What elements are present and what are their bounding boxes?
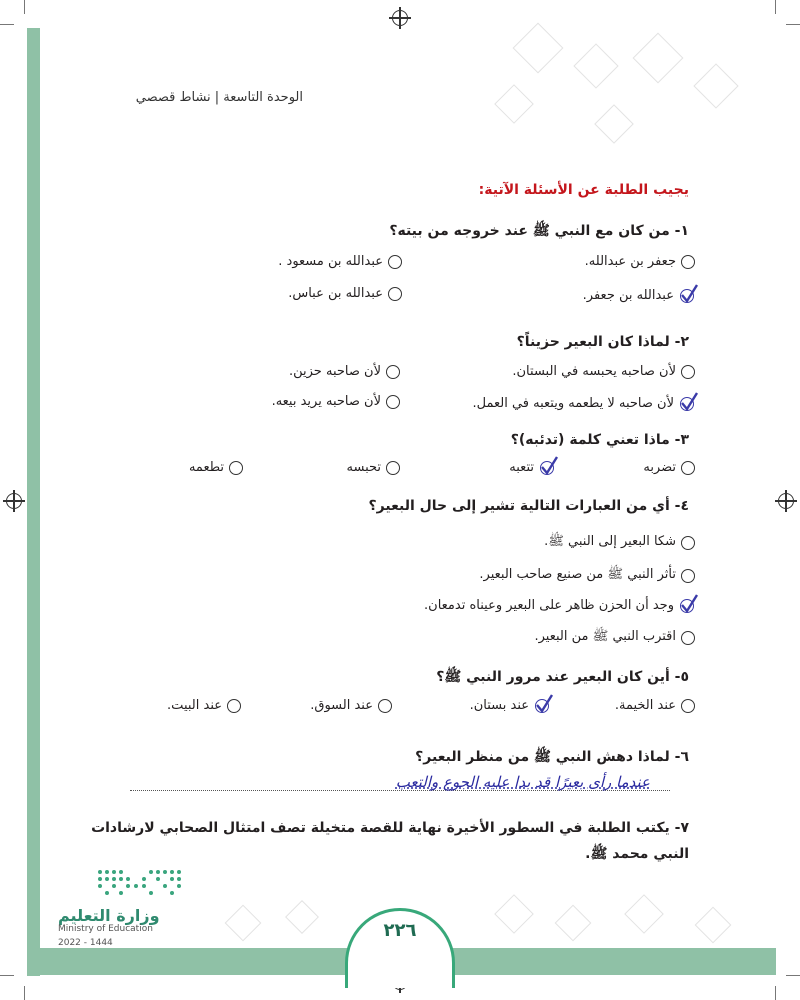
option-label: تحبسه: [346, 460, 381, 475]
q3-option-4[interactable]: [189, 460, 243, 475]
decorative-square: [555, 905, 592, 942]
option-label: تأثر النبي ﷺ من صنيع صاحب البعير.: [479, 567, 676, 582]
q1-option-3[interactable]: [583, 286, 697, 304]
q1-option-2[interactable]: [278, 254, 402, 269]
circle-option-icon: [227, 699, 241, 713]
ministry-logo-icon: [96, 868, 186, 898]
decorative-square: [633, 33, 684, 84]
option-label: لأن صاحبه حزين.: [288, 364, 381, 379]
crop-mark: [775, 986, 776, 1000]
question-7: ٧- يكتب الطلبة في السطور الأخيرة نهاية للقصة متخيلة تصف امتثال الصحابي لارشادات النبي محمد ﷺ.: [91, 820, 689, 862]
option-label: وجد أن الحزن ظاهر على البعير وعيناه تدمعان.: [424, 597, 674, 613]
crop-mark: [24, 0, 25, 14]
option-label: عبدالله بن عباس.: [288, 286, 383, 301]
left-green-bar: [27, 28, 40, 976]
option-label: عبدالله بن مسعود .: [278, 254, 383, 269]
circle-option-icon: [681, 255, 695, 269]
handwritten-answer: عندما رأى بعيرًا قد بدا عليه الجوع والتعب: [395, 773, 650, 791]
check-mark-icon: [534, 696, 552, 714]
circle-option-icon: [681, 569, 695, 583]
circle-option-icon: [681, 536, 695, 550]
q3-option-1[interactable]: [643, 460, 695, 475]
option-label: لأن صاحبه لا يطعمه ويتعبه في العمل.: [472, 395, 674, 411]
circle-option-icon: [681, 699, 695, 713]
crop-mark: [775, 0, 776, 14]
decorative-square: [494, 84, 534, 124]
circle-option-icon: [388, 287, 402, 301]
q1-option-1[interactable]: [585, 254, 695, 269]
option-label: لأن صاحبه يريد بيعه.: [271, 394, 381, 409]
circle-option-icon: [386, 461, 400, 475]
q5-option-1[interactable]: [615, 698, 695, 713]
check-mark-icon: [679, 286, 697, 304]
circle-option-icon: [378, 699, 392, 713]
check-mark-icon: [539, 458, 557, 476]
question-4: ٤- أي من العبارات التالية تشير إلى حال البعير؟: [368, 498, 689, 514]
q5-option-4[interactable]: [167, 698, 241, 713]
crop-mark: [24, 986, 25, 1000]
question-3: ٣- ماذا تعني كلمة (تدئبه)؟: [510, 432, 689, 448]
decorative-square: [494, 894, 534, 934]
q5-option-3[interactable]: [310, 698, 392, 713]
option-label: تتعبه: [509, 459, 534, 475]
q4-option-2[interactable]: [479, 566, 695, 585]
crop-mark: [786, 24, 800, 25]
unit-header: الوحدة التاسعة | نشاط قصصي: [135, 90, 303, 105]
decorative-square: [624, 894, 664, 934]
decorative-square: [594, 104, 634, 144]
check-mark-icon: [679, 394, 697, 412]
registration-mark-icon: [778, 493, 794, 509]
registration-mark-icon: [392, 10, 408, 26]
option-label: اقترب النبي ﷺ من البعير.: [534, 629, 676, 644]
q4-option-4[interactable]: [534, 628, 695, 647]
decorative-square: [573, 43, 618, 88]
option-label: لأن صاحبه يحبسه في البستان.: [512, 364, 676, 379]
circle-option-icon: [388, 255, 402, 269]
crop-mark: [0, 975, 14, 976]
option-label: شكا البعير إلى النبي ﷺ.: [544, 534, 676, 549]
decorative-square: [225, 905, 262, 942]
q3-option-3[interactable]: [347, 460, 401, 475]
question-1: ١- من كان مع النبي ﷺ عند خروجه من بيته؟: [389, 223, 689, 239]
registration-mark-icon: [6, 493, 22, 509]
q2-option-3[interactable]: [472, 394, 697, 412]
option-label: عند السوق.: [310, 698, 373, 713]
circle-option-icon: [681, 365, 695, 379]
option-label: تطعمه: [188, 460, 224, 475]
circle-option-icon: [229, 461, 243, 475]
crop-mark: [0, 24, 14, 25]
option-label: جعفر بن عبدالله.: [584, 254, 676, 269]
q1-option-4[interactable]: [288, 286, 402, 301]
ministry-year: 2022 - 1444: [58, 938, 113, 948]
decorative-square: [695, 907, 732, 944]
q3-option-2[interactable]: [509, 458, 557, 476]
option-label: عند البيت.: [167, 698, 222, 713]
option-label: عبدالله بن جعفر.: [582, 287, 674, 303]
crop-mark: [786, 975, 800, 976]
ministry-name-en: Ministry of Education: [58, 924, 153, 934]
question-2: ٢- لماذا كان البعير حزيناً؟: [516, 334, 689, 350]
q2-option-1[interactable]: [512, 364, 695, 379]
question-5: ٥- أين كان البعير عند مرور النبي ﷺ؟: [436, 669, 689, 685]
instruction-title: يجيب الطلبة عن الأسئلة الآتية:: [478, 182, 689, 198]
option-label: عند الخيمة.: [614, 698, 676, 713]
decorative-square: [285, 900, 319, 934]
option-label: تضربه: [643, 460, 676, 475]
q2-option-4[interactable]: [272, 394, 400, 409]
page-number: ٢٢٦: [383, 920, 417, 941]
q5-option-2[interactable]: [470, 696, 552, 714]
q4-option-3[interactable]: [424, 596, 697, 614]
q2-option-2[interactable]: [289, 364, 400, 379]
decorative-square: [693, 63, 738, 108]
option-label: عند بستان.: [469, 697, 529, 713]
decorative-square: [513, 23, 564, 74]
check-mark-icon: [679, 596, 697, 614]
ministry-name-ar: وزارة التعليم: [58, 906, 160, 925]
q4-option-1[interactable]: [544, 533, 695, 552]
circle-option-icon: [681, 631, 695, 645]
circle-option-icon: [681, 461, 695, 475]
circle-option-icon: [386, 365, 400, 379]
question-6: ٦- لماذا دهش النبي ﷺ من منظر البعير؟: [415, 749, 689, 765]
circle-option-icon: [386, 395, 400, 409]
